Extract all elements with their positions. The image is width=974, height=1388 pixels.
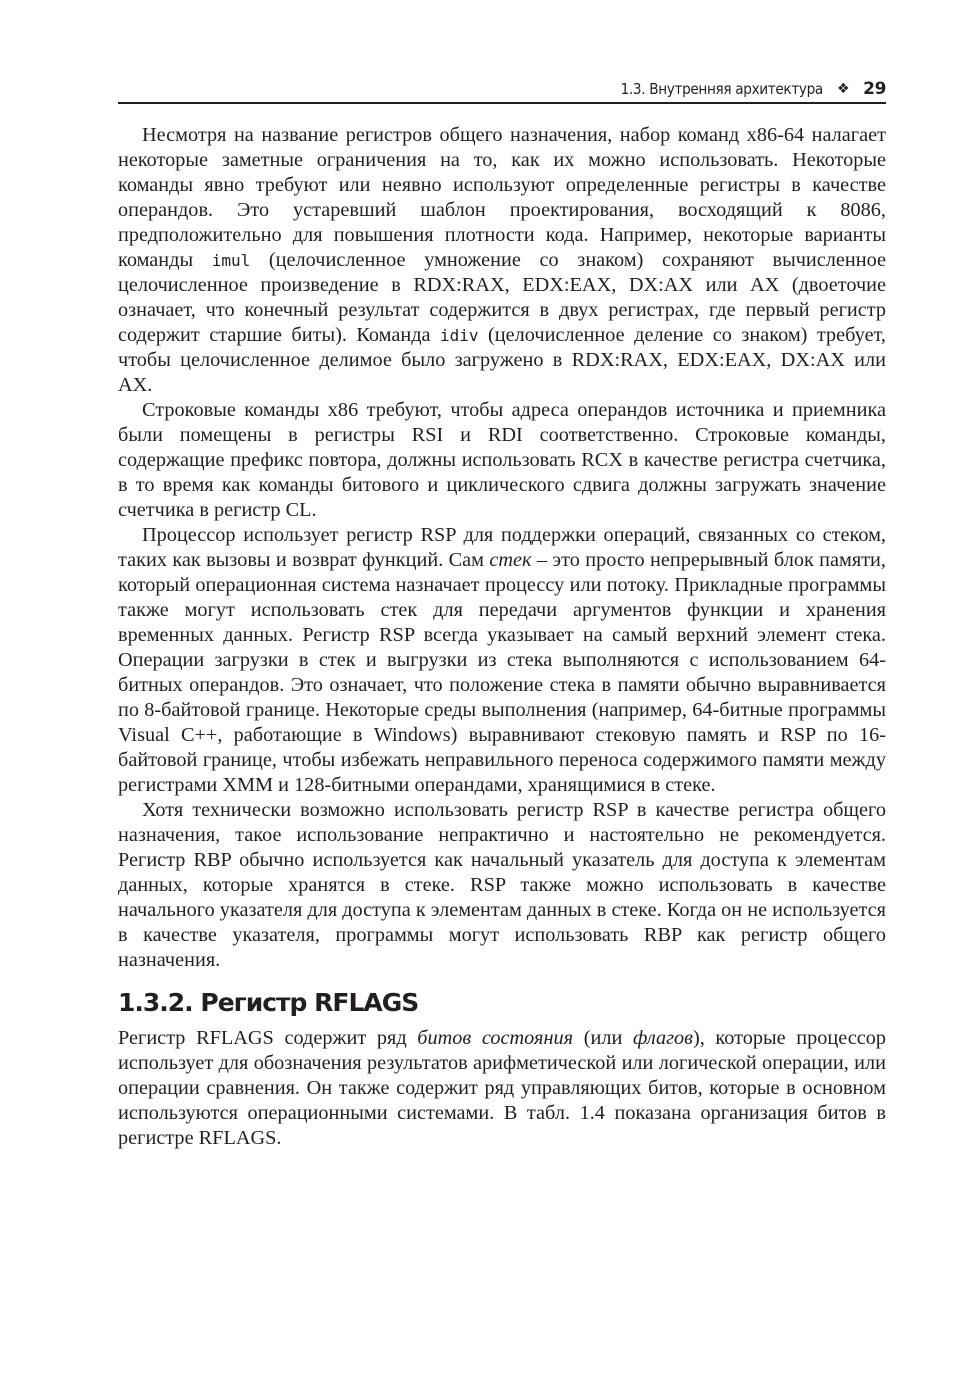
text-run: (или [573, 1027, 633, 1049]
paragraph-string-instructions [118, 398, 886, 523]
text-run: ), которые процессор использует для обозначения результатов арифметической или логической операции, или операции сравнения. Он также содержит ряд управляющих битов, которые в основном используются операционными системами. В табл. 1.4 показана организация битов в регистре RFLAGS. [118, 1027, 887, 1149]
paragraph-general-purpose-registers [118, 123, 886, 398]
text-run: Хотя технически возможно использовать регистр RSP в качестве регистра общего назначения, такое использование непрактично и настоятельно не рекомендуется. Регистр RBP обычно используется как начальный указатель для доступа к элементам данных, которые хранятся в стеке. RSP также можно использовать в качестве начального указателя для доступа к элементам данных в стеке. Когда он не используется в качестве указателя, программы могут использовать RBP как регистр общего назначения. [118, 799, 887, 971]
text-run: Несмотря на название регистров общего назначения, набор команд x86-64 налагает некоторые заметные ограничения на то, как их можно использовать. Некоторые команды явно требуют или неявно используют определенные регистры в качестве операндов. Это устаревший шаблон проектирования, восходящий к 8086, предположительно для повышения плотности кода. Например, некоторые варианты команды [118, 124, 886, 271]
text-run: – это просто непрерывный блок памяти, который операционная система назначает процессу или потоку. Прикладные программы также могут использовать стек для передачи аргументов функции и хранения временных данных. Регистр RSP всегда указывает на самый верхний элемент стека. Операции загрузки в стек и выгрузки из стека выполняются с использованием 64-битных операндов. Это означает, что положение стека в памяти обычно выравнивается по 8-байтовой границе. Некоторые среды выполнения (например, 64-битные программы Visual C++, работающие в Windows) выравнивают стековую память и RSP по 16-байтовой границе, чтобы избежать неправильного переноса содержимого памяти между регистрами XMM и 128-битными операндами, хранящимися в стеке. [118, 549, 886, 796]
paragraph-rflags-intro [118, 1026, 886, 1151]
section-heading-rflags: 1.3.2. Регистр RFLAGS [118, 988, 419, 1017]
inline-code: idiv [440, 326, 479, 345]
text-run: Процессор использует регистр RSP для поддержки операций, связанных со стеком, таких как вызовы и возврат функций. Сам [118, 524, 886, 571]
running-head-section-title: 1.3. Внутренняя архитектура [620, 80, 823, 98]
paragraph-rsp-general-use [118, 798, 886, 973]
text-run: Строковые команды x86 требуют, чтобы адреса операндов источника и приемника были помещены в регистры RSI и RDI соответственно. Строковые команды, содержащие префикс повтора, должны использовать RCX в качестве регистра счетчика, в то время как команды битового и циклического сдвига должны загружать значение счетчика в регистр CL. [118, 399, 886, 521]
emphasized-term: стек [489, 549, 532, 571]
paragraph-stack-pointer [118, 523, 886, 798]
text-run: (целочисленное деление со знаком) требует, чтобы целочисленное делимое было загружено в RDX:RAX, EDX:EAX, DX:AX или AX. [118, 324, 886, 396]
ornament-icon: ❖ [836, 81, 850, 97]
text-run: Регистр RFLAGS содержит ряд [118, 1027, 418, 1049]
text-run: (целочисленное умножение со знаком) сохраняют вычисленное целочисленное произведение в RDX:RAX, EDX:EAX, DX:AX или AX (двоеточие означает, что конечный результат содержится в двух регистрах, где первый регистр содержит старшие биты). Команда [118, 249, 886, 346]
page-number: 29 [863, 79, 886, 99]
running-head [118, 76, 886, 102]
header-rule [118, 102, 886, 104]
emphasized-term: флагов [632, 1027, 693, 1049]
inline-code: imul [211, 251, 251, 270]
emphasized-term: битов состояния [417, 1027, 574, 1049]
page-body [118, 123, 886, 1151]
